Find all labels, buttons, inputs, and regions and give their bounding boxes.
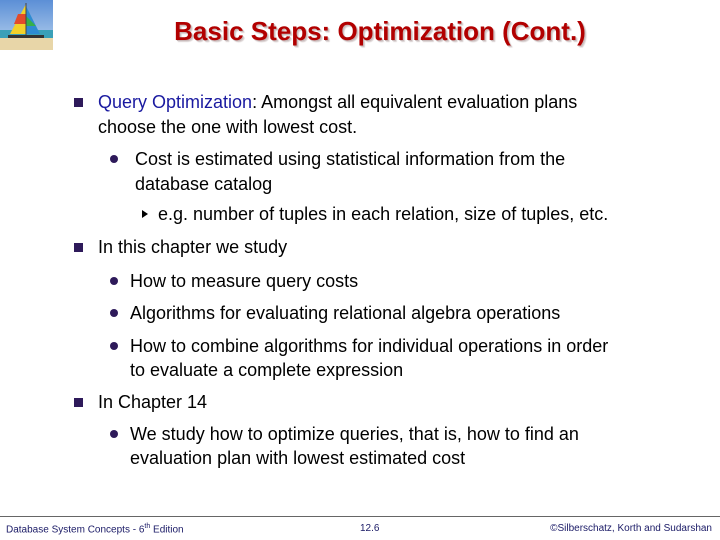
footer-copyright: ©Silberschatz, Korth and Sudarshan [550, 523, 712, 534]
bullet-circle-icon [110, 342, 118, 350]
sub-bullet-cost-estimate: Cost is estimated using statistical information from the [135, 149, 566, 169]
bullet-square-icon [74, 243, 83, 252]
footer-book-title: Database System Concepts - 6th Edition [6, 523, 184, 536]
bullet-square-icon [74, 398, 83, 407]
sub-bullet-combine: How to combine algorithms for individual operations in order [130, 336, 609, 356]
sub-bullet-optimize-queries-line2: evaluation plan with lowest estimated cost [130, 448, 466, 468]
term-query-optimization: Query Optimization [98, 92, 253, 112]
footer-page-number: 12.6 [360, 523, 380, 534]
sub-bullet-combine-line2: to evaluate a complete expression [130, 360, 404, 380]
sub-sub-bullet-example: e.g. number of tuples in each relation, size of tuples, etc. [158, 204, 609, 224]
bullet-triangle-icon [142, 210, 148, 218]
bullet-chapter-study: In this chapter we study [98, 237, 288, 257]
bullet-circle-icon [110, 309, 118, 317]
bullet-circle-icon [110, 430, 118, 438]
bullet-square-icon [74, 98, 83, 107]
bullet-text: : Amongst all equivalent evaluation plans [252, 92, 578, 112]
sub-bullet-cost-estimate-line2: database catalog [135, 174, 273, 194]
slide-title: Basic Steps: Optimization (Cont.) [174, 16, 586, 46]
bullet-text-line2: choose the one with lowest cost. [98, 117, 358, 137]
bullet-chapter-14: In Chapter 14 [98, 392, 208, 412]
sub-bullet-measure-costs: How to measure query costs [130, 271, 359, 291]
sub-bullet-algorithms: Algorithms for evaluating relational algebra operations [130, 303, 561, 323]
sailboat-beach-icon [0, 0, 53, 50]
bullet-circle-icon [110, 155, 118, 163]
bullet-circle-icon [110, 277, 118, 285]
bullet-query-optimization [98, 90, 577, 114]
sub-bullet-optimize-queries: We study how to optimize queries, that is, how to find an [130, 424, 579, 444]
footer-divider [0, 516, 720, 517]
